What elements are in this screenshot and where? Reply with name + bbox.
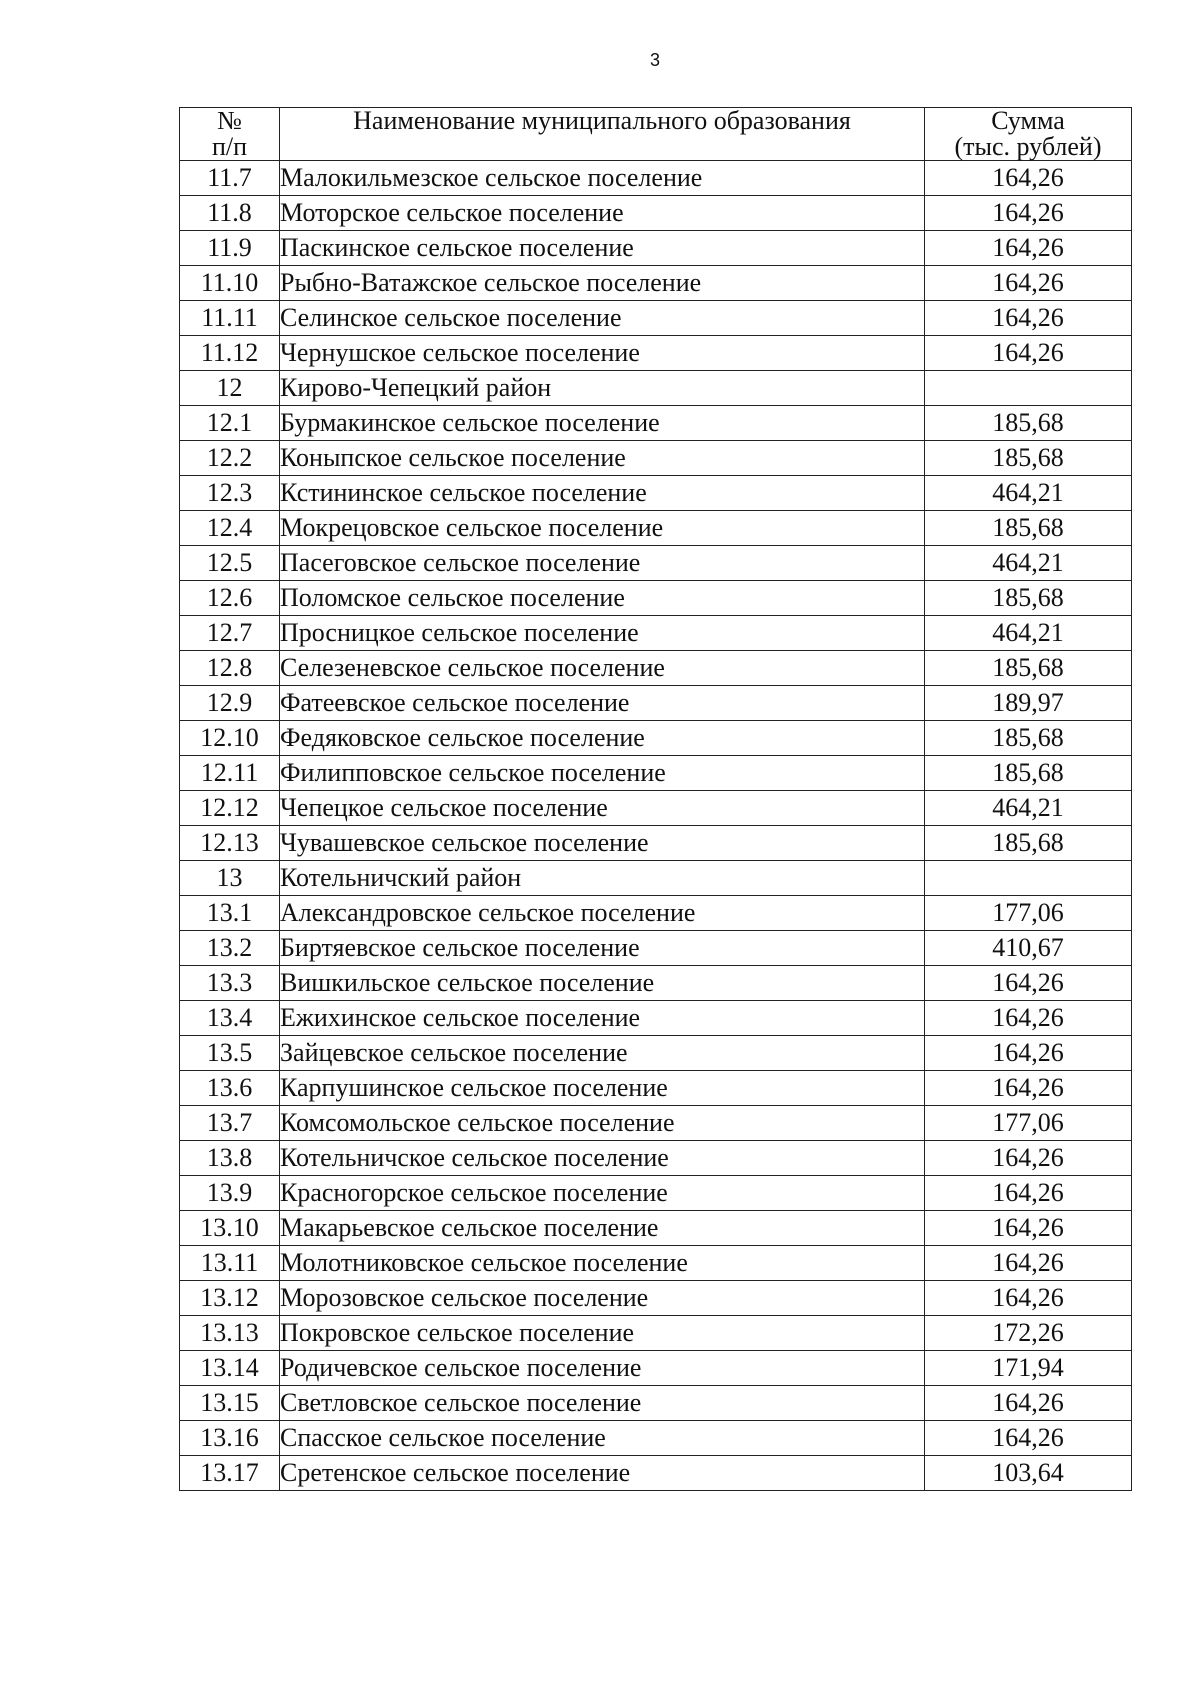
- row-number: 12: [180, 371, 280, 406]
- row-number: 12.2: [180, 441, 280, 476]
- row-number: 11.10: [180, 266, 280, 301]
- table-row: [180, 756, 1132, 791]
- table-row: [180, 1176, 1132, 1211]
- row-name: Котельничский район: [280, 861, 925, 896]
- row-name: Бурмакинское сельское поселение: [280, 406, 925, 441]
- table-header: [180, 108, 1132, 161]
- row-number: 12.4: [180, 511, 280, 546]
- row-number: 12.13: [180, 826, 280, 861]
- table-row: [180, 266, 1132, 301]
- table-row: [180, 931, 1132, 966]
- header-sum-cell: [925, 108, 1132, 161]
- row-sum: 164,26: [925, 231, 1132, 266]
- row-sum: 164,26: [925, 1071, 1132, 1106]
- row-number: 11.11: [180, 301, 280, 336]
- row-number: 13.2: [180, 931, 280, 966]
- table-row: [180, 1001, 1132, 1036]
- row-name: Федяковское сельское поселение: [280, 721, 925, 756]
- row-sum: 164,26: [925, 266, 1132, 301]
- row-name: Просницкое сельское поселение: [280, 616, 925, 651]
- row-name: Александровское сельское поселение: [280, 896, 925, 931]
- page-number: 3: [649, 50, 660, 70]
- row-sum: 171,94: [925, 1351, 1132, 1386]
- row-number: 13.8: [180, 1141, 280, 1176]
- row-number: 11.7: [180, 161, 280, 196]
- table-row: [180, 721, 1132, 756]
- table-row: [180, 371, 1132, 406]
- table-row: [180, 1281, 1132, 1316]
- table-row: [180, 616, 1132, 651]
- row-sum: 164,26: [925, 1036, 1132, 1071]
- table-row: [180, 861, 1132, 896]
- row-sum: 103,64: [925, 1456, 1132, 1491]
- row-name: Карпушинское сельское поселение: [280, 1071, 925, 1106]
- row-number: 11.12: [180, 336, 280, 371]
- row-sum: 164,26: [925, 336, 1132, 371]
- row-number: 12.1: [180, 406, 280, 441]
- table-row: [180, 651, 1132, 686]
- row-sum: 164,26: [925, 301, 1132, 336]
- table-row: [180, 1141, 1132, 1176]
- row-sum: 464,21: [925, 791, 1132, 826]
- row-sum: 185,68: [925, 756, 1132, 791]
- row-sum: 164,26: [925, 966, 1132, 1001]
- row-sum: [925, 861, 1132, 896]
- row-sum: 185,68: [925, 721, 1132, 756]
- row-name: Биртяевское сельское поселение: [280, 931, 925, 966]
- row-sum: 464,21: [925, 476, 1132, 511]
- row-sum: 185,68: [925, 441, 1132, 476]
- row-number: 12.8: [180, 651, 280, 686]
- row-number: 13.4: [180, 1001, 280, 1036]
- row-name: Селезеневское сельское поселение: [280, 651, 925, 686]
- row-name: Светловское сельское поселение: [280, 1386, 925, 1421]
- row-number: 13.15: [180, 1386, 280, 1421]
- row-name: Поломское сельское поселение: [280, 581, 925, 616]
- table-row: [180, 1421, 1132, 1456]
- table-row: [180, 1106, 1132, 1141]
- table-row: [180, 826, 1132, 861]
- header-name-text: Наименование муниципального образования: [353, 106, 851, 135]
- row-sum: 189,97: [925, 686, 1132, 721]
- row-name: Малокильмезское сельское поселение: [280, 161, 925, 196]
- row-number: 12.3: [180, 476, 280, 511]
- row-sum: 164,26: [925, 1141, 1132, 1176]
- row-number: 13.17: [180, 1456, 280, 1491]
- row-name: Котельничское сельское поселение: [280, 1141, 925, 1176]
- row-number: 13: [180, 861, 280, 896]
- row-number: 12.9: [180, 686, 280, 721]
- row-number: 13.6: [180, 1071, 280, 1106]
- row-name: Красногорское сельское поселение: [280, 1176, 925, 1211]
- table-row: [180, 1071, 1132, 1106]
- table-row: [180, 161, 1132, 196]
- row-sum: 177,06: [925, 896, 1132, 931]
- row-sum: 164,26: [925, 1246, 1132, 1281]
- table-row: [180, 196, 1132, 231]
- row-number: 12.6: [180, 581, 280, 616]
- row-sum: 464,21: [925, 616, 1132, 651]
- table-row: [180, 511, 1132, 546]
- header-sum-line1: Сумма: [991, 106, 1065, 135]
- table-row: [180, 1211, 1132, 1246]
- row-sum: 185,68: [925, 406, 1132, 441]
- table-row: [180, 1036, 1132, 1071]
- row-sum: 185,68: [925, 651, 1132, 686]
- table-row: [180, 896, 1132, 931]
- municipal-funding-table: [179, 107, 1132, 1491]
- row-name: Чернушское сельское поселение: [280, 336, 925, 371]
- header-sum-line2: (тыс. рублей): [954, 132, 1102, 161]
- row-name: Молотниковское сельское поселение: [280, 1246, 925, 1281]
- table-row: [180, 791, 1132, 826]
- row-sum: 164,26: [925, 1281, 1132, 1316]
- row-name: Макарьевское сельское поселение: [280, 1211, 925, 1246]
- row-name: Родичевское сельское поселение: [280, 1351, 925, 1386]
- table-row: [180, 441, 1132, 476]
- row-sum: 177,06: [925, 1106, 1132, 1141]
- row-name: Кстининское сельское поселение: [280, 476, 925, 511]
- row-name: Пасеговское сельское поселение: [280, 546, 925, 581]
- row-name: Мокрецовское сельское поселение: [280, 511, 925, 546]
- table-row: [180, 1246, 1132, 1281]
- row-name: Кирово-Чепецкий район: [280, 371, 925, 406]
- table-body: [180, 161, 1132, 1491]
- row-name: Коныпское сельское поселение: [280, 441, 925, 476]
- row-name: Сретенское сельское поселение: [280, 1456, 925, 1491]
- row-name: Спасское сельское поселение: [280, 1421, 925, 1456]
- row-sum: 185,68: [925, 581, 1132, 616]
- row-name: Морозовское сельское поселение: [280, 1281, 925, 1316]
- row-number: 13.1: [180, 896, 280, 931]
- row-sum: 164,26: [925, 1386, 1132, 1421]
- row-sum: 164,26: [925, 1421, 1132, 1456]
- row-sum: 164,26: [925, 1176, 1132, 1211]
- row-number: 13.12: [180, 1281, 280, 1316]
- table-row: [180, 686, 1132, 721]
- row-number: 13.5: [180, 1036, 280, 1071]
- row-number: 12.10: [180, 721, 280, 756]
- table-row: [180, 476, 1132, 511]
- table-row: [180, 231, 1132, 266]
- row-number: 13.11: [180, 1246, 280, 1281]
- header-row: [180, 108, 1132, 161]
- row-name: Зайцевское сельское поселение: [280, 1036, 925, 1071]
- row-name: Рыбно-Ватажское сельское поселение: [280, 266, 925, 301]
- row-number: 13.13: [180, 1316, 280, 1351]
- row-name: Покровское сельское поселение: [280, 1316, 925, 1351]
- row-number: 12.11: [180, 756, 280, 791]
- row-name: Вишкильское сельское поселение: [280, 966, 925, 1001]
- row-number: 13.16: [180, 1421, 280, 1456]
- row-sum: 185,68: [925, 511, 1132, 546]
- table-row: [180, 1316, 1132, 1351]
- row-number: 12.7: [180, 616, 280, 651]
- table-row: [180, 1351, 1132, 1386]
- row-number: 11.9: [180, 231, 280, 266]
- row-name: Комсомольское сельское поселение: [280, 1106, 925, 1141]
- table-row: [180, 336, 1132, 371]
- row-number: 12.5: [180, 546, 280, 581]
- table-row: [180, 301, 1132, 336]
- row-number: 12.12: [180, 791, 280, 826]
- row-sum: 164,26: [925, 1001, 1132, 1036]
- row-number: 13.7: [180, 1106, 280, 1141]
- header-number-line1: №: [217, 106, 242, 135]
- row-name: Филипповское сельское поселение: [280, 756, 925, 791]
- header-name-cell: [280, 108, 925, 161]
- header-number-line2: п/п: [211, 132, 248, 161]
- table-row: [180, 546, 1132, 581]
- row-sum: 185,68: [925, 826, 1132, 861]
- row-number: 11.8: [180, 196, 280, 231]
- row-sum: 164,26: [925, 161, 1132, 196]
- row-name: Фатеевское сельское поселение: [280, 686, 925, 721]
- row-number: 13.3: [180, 966, 280, 1001]
- row-sum: 172,26: [925, 1316, 1132, 1351]
- row-name: Селинское сельское поселение: [280, 301, 925, 336]
- row-number: 13.10: [180, 1211, 280, 1246]
- table-row: [180, 1456, 1132, 1491]
- table-row: [180, 581, 1132, 616]
- row-sum: 464,21: [925, 546, 1132, 581]
- row-name: Чепецкое сельское поселение: [280, 791, 925, 826]
- header-number-cell: [180, 108, 280, 161]
- row-name: Чувашевское сельское поселение: [280, 826, 925, 861]
- row-name: Ежихинское сельское поселение: [280, 1001, 925, 1036]
- row-number: 13.14: [180, 1351, 280, 1386]
- row-sum: [925, 371, 1132, 406]
- table-row: [180, 406, 1132, 441]
- row-sum: 164,26: [925, 1211, 1132, 1246]
- row-number: 13.9: [180, 1176, 280, 1211]
- table-row: [180, 1386, 1132, 1421]
- row-name: Паскинское сельское поселение: [280, 231, 925, 266]
- row-sum: 164,26: [925, 196, 1132, 231]
- table-row: [180, 966, 1132, 1001]
- row-name: Моторское сельское поселение: [280, 196, 925, 231]
- row-sum: 410,67: [925, 931, 1132, 966]
